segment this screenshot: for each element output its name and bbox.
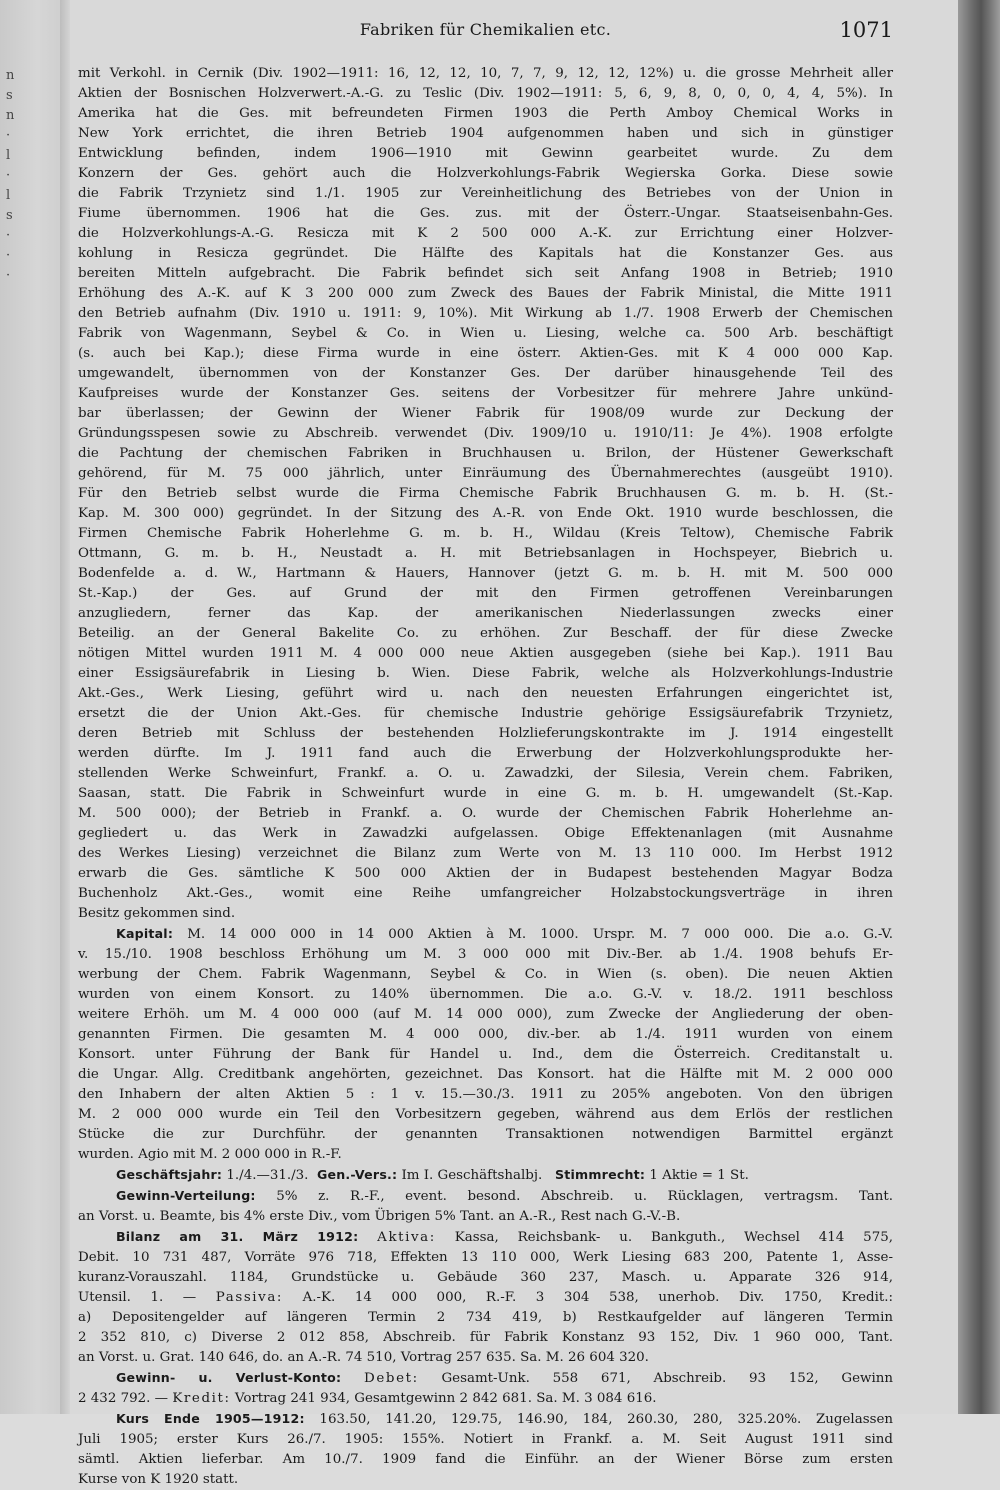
kapital-line: v. 15./10. 1908 beschloss Erhöhung um M. 3 000 000 mit Div.-Ber. ab 1./4. 1908 behufs Er-	[78, 947, 893, 962]
history-line: bereiten Mitteln aufgebracht. Die Fabrik befindet sich seit Anfang 1908 in Betrieb; 1910	[78, 266, 893, 281]
history-line: Buchenholz Akt.-Ges., womit eine Reihe umfangreicher Holzabstockungsverträge in ihren	[78, 886, 893, 901]
history-line: Erhöhung des A.-K. auf K 3 200 000 zum Zweck des Baues der Fabrik Ministal, die Mitte 1911	[78, 286, 893, 301]
history-line: St.-Kap.) der Ges. auf Grund der mit den Firmen getroffenen Vereinbarungen	[78, 586, 893, 601]
history-line: Amerika hat die Ges. mit befreundeten Firmen 1903 die Perth Amboy Chemical Works in	[78, 106, 893, 121]
history-line: New York errichtet, die ihren Betrieb 1904 aufgenommen haben und sich in günstiger	[78, 126, 893, 141]
kapital-first-text: M. 14 000 000 in 14 000 Aktien à M. 1000. Urspr. M. 7 000 000. Die a.o. G.-V.	[187, 927, 893, 942]
history-line: (s. auch bei Kap.); diese Firma wurde in eine österr. Aktien-Ges. mit K 4 000 000 Kap.	[78, 346, 893, 361]
history-line: Besitz gekommen sind.	[78, 906, 236, 921]
history-line: des Werkes Liesing) verzeichnet die Bilanz zum Werte von M. 13 110 000. Im Herbst 1912	[78, 846, 893, 861]
history-line: die Holzverkohlungs-A.-G. Resicza mit K 2 500 000 A.-K. zur Errichtung einer Holzver-	[78, 226, 893, 241]
guv-label: Gewinn- u. Verlust-Konto:	[116, 1370, 342, 1385]
kapital-line: den Inhabern der alten Aktien 5 : 1 v. 15.—30./3. 1911 zu 205% angeboten. Von den übrigen	[78, 1087, 893, 1102]
passiva-first-text: A.-K. 14 000 000, R.-F. 3 304 538, unerhob. Div. 1750, Kredit.:	[302, 1290, 894, 1305]
kredit-text: Vortrag 241 934, Gesamtgewinn 2 842 681. Sa. M. 3 084 616.	[234, 1391, 657, 1406]
history-line: anzugliedern, ferner das Kap. der amerikanischen Niederlassungen zwecks einer	[78, 606, 893, 621]
history-line: bar überlassen; der Gewinn der Wiener Fabrik für 1908/09 wurde zur Deckung der	[78, 406, 893, 421]
passiva-label: Passiva:	[215, 1290, 284, 1305]
history-line: einer Essigsäurefabrik in Liesing b. Wien. Diese Fabrik, welche als Holzverkohlungs-Industrie	[78, 666, 893, 681]
history-line: Gründungsspesen sowie zu Abschreib. verwendet (Div. 1909/10 u. 1910/11: Je 4%). 1908 erfolgte	[78, 426, 893, 441]
kapital-line: wurden von einem Konsort. zu 140% übernommen. Die a.o. G.-V. v. 18./2. 1911 beschloss	[78, 987, 893, 1002]
kapital-line: wurden. Agio mit M. 2 000 000 in R.-F.	[78, 1147, 342, 1162]
history-line: Beteilig. an der General Bakelite Co. zu erhöhen. Zur Beschaff. der für diese Zwecke	[78, 626, 893, 641]
facing-page-fragment: s	[6, 88, 13, 103]
kapital-lines	[78, 945, 893, 1165]
guv-section	[78, 1368, 893, 1409]
kurs-first-text: 163.50, 141.20, 129.75, 146.90, 184, 260.30, 280, 325.20%. Zugelassen	[319, 1412, 893, 1427]
book-gutter	[60, 0, 70, 1414]
bilanz-line-4	[78, 1288, 893, 1308]
bilanz-first-line	[78, 1227, 893, 1248]
facing-page-fragment: n	[6, 108, 15, 123]
kapital-line: weitere Erhöh. um M. 4 000 000 (auf M. 14 000 000), zum Zwecke der Angliederung der oben-	[78, 1007, 893, 1022]
aktiva-label: Aktiva:	[377, 1230, 436, 1245]
geschaeftsjahr-label: Geschäftsjahr:	[116, 1167, 223, 1182]
kurs-line-4: Kurse von K 1920 statt.	[78, 1472, 239, 1487]
debet-text: Gesamt-Unk. 558 671, Abschreib. 93 152, Gewinn	[441, 1371, 893, 1386]
kapital-first-line	[78, 924, 893, 945]
kapital-line: werbung der Chem. Fabrik Wagenmann, Seybel & Co. in Wien (s. oben). Die neuen Aktien	[78, 967, 893, 982]
gewinn-section	[78, 1186, 893, 1227]
kapital-section	[78, 924, 893, 1165]
gen-vers-label: Gen.-Vers.:	[316, 1167, 398, 1182]
stimmrecht-label: Stimmrecht:	[555, 1167, 646, 1182]
history-line: umgewandelt, übernommen von der Konstanzer Ges. Der darüber hinausgehende Teil des	[78, 366, 893, 381]
facing-page-fragment: s	[6, 208, 13, 223]
running-head: Fabriken für Chemikalien etc.	[359, 20, 612, 39]
history-line: gegliedert u. das Werk in Zawadzki aufgelassen. Obige Effektenanlagen (mit Ausnahme	[78, 826, 893, 841]
history-line: Fabrik von Wagenmann, Seybel & Co. in Wien u. Liesing, welche ca. 500 Arb. beschäftigt	[78, 326, 893, 341]
gewinn-label: Gewinn-Verteilung:	[116, 1188, 256, 1203]
passiva-line-2: a) Depositengelder auf längeren Termin 2 734 419, b) Restkaufgelder auf längeren Termin	[78, 1310, 893, 1325]
history-line: erwarb die Ges. sämtliche K 500 000 Aktien der in Budapest bestehenden Magyar Bodza	[78, 866, 893, 881]
history-line: Ottmann, G. m. b. H., Neustadt a. H. mit Betriebsanlagen in Hochspeyer, Biebrich u.	[78, 546, 893, 561]
bilanz-label: Bilanz am 31. März 1912:	[116, 1229, 359, 1244]
company-history	[78, 64, 893, 924]
history-line: nötigen Mittel wurden 1911 M. 4 000 000 neue Aktien ausgegeben (siehe bei Kap.). 1911 Bau	[78, 646, 893, 661]
bilanz-utensil: Utensil. 1. —	[78, 1290, 197, 1305]
history-line: werden dürfte. Im J. 1911 fand auch die Erwerbung der Holzverkohlungsprodukte her-	[78, 746, 893, 761]
history-line: Firmen Chemische Fabrik Hoherlehme G. m. b. H., Wildau (Kreis Teltow), Chemische Fabrik	[78, 526, 893, 541]
history-line: mit Verkohl. in Cernik (Div. 1902—1911: 16, 12, 12, 10, 7, 7, 9, 12, 12, 12%) u. die grosse Mehrheit aller	[78, 66, 893, 81]
stimmrecht-value: 1 Aktie = 1 St.	[649, 1168, 749, 1183]
history-line: gehörend, für M. 75 000 jährlich, unter Einräumung des Übernahmerechtes (ausgeübt 1910).	[78, 466, 893, 481]
history-line: den Betrieb aufnahm (Div. 1910 u. 1911: 9, 10%). Mit Wirkung ab 1./7. 1908 Erwerb der Chemischen	[78, 306, 893, 321]
kurs-line-2: Juli 1905; erster Kurs 26./7. 1905: 155%. Notiert in Frankf. a. M. Seit August 1911 sind	[78, 1432, 893, 1447]
kapital-line: die Ungar. Allg. Creditbank angehörten, gezeichnet. Das Konsort. hat die Hälfte mit M. 2 000 000	[78, 1067, 893, 1082]
kapital-label: Kapital:	[116, 926, 174, 941]
history-line: Akt.-Ges., Werk Liesing, geführt wird u. nach den neuesten Erfahrungen eingerichtet ist,	[78, 686, 893, 701]
history-line: Kap. M. 300 000) gegründet. In der Sitzung des A.-R. von Ende Okt. 1910 wurde beschlossen, die	[78, 506, 893, 521]
history-line: M. 500 000); der Betrieb in Frankf. a. O. wurde der Chemischen Fabrik Hoherlehme an-	[78, 806, 893, 821]
kapital-line: M. 2 000 000 wurde ein Teil den Vorbesitzern gegeben, während aus dem Erlös der restlichen	[78, 1107, 893, 1122]
bilanz-section	[78, 1227, 893, 1368]
main-text	[78, 64, 893, 1490]
kapital-line: Stücke die zur Durchführ. der genannten Transaktionen notwendigen Barmittel ergänzt	[78, 1127, 893, 1142]
kapital-line: genannten Firmen. Die gesamten M. 4 000 000, div.-ber. ab 1./4. 1911 wurden von einem	[78, 1027, 893, 1042]
history-line: Aktien der Bosnischen Holzverwert.-A.-G. zu Teslic (Div. 1902—1911: 5, 6, 9, 8, 0, 0, 0, 4, 4, 5%). In	[78, 86, 893, 101]
gen-vers-value: Im I. Geschäftshalbj.	[401, 1168, 543, 1183]
passiva-line-3: 2 352 810, c) Diverse 2 012 858, Abschreib. für Fabrik Konstanz 93 152, Div. 1 960 000, Tant.	[78, 1330, 893, 1345]
facing-page-fragment: n	[6, 68, 15, 83]
history-line: stellenden Werke Schweinfurt, Frankf. a. O. u. Zawadzki, der Silesia, Verein chem. Fabriken,	[78, 766, 893, 781]
facing-page-fragment: ·	[6, 168, 11, 183]
geschaeftsjahr-value: 1./4.—31./3.	[226, 1168, 309, 1183]
history-line: Konzern der Ges. gehört auch die Holzverkohlungs-Fabrik Wegierska Gorka. Diese sowie	[78, 166, 893, 181]
facing-page-fragments	[6, 66, 36, 286]
geschaeftsjahr-line	[78, 1165, 893, 1186]
facing-page-fragment: ·	[6, 268, 11, 283]
facing-page-fragment: ·	[6, 248, 11, 263]
history-line: die Fabrik Trzynietz sind 1./1. 1905 zur Vereinheitlichung des Betriebes von der Union in	[78, 186, 893, 201]
history-line: Für den Betrieb selbst wurde die Firma Chemische Fabrik Bruchhausen G. m. b. H. (St.-	[78, 486, 893, 501]
facing-page-fragment: ·	[6, 228, 11, 243]
debet-label: Debet:	[364, 1371, 419, 1386]
kurs-label: Kurs Ende 1905—1912:	[116, 1411, 305, 1426]
bilanz-first-text: Kassa, Reichsbank- u. Bankguth., Wechsel 414 575,	[454, 1230, 893, 1245]
history-line: die Pachtung der chemischen Fabriken in Bruchhausen u. Brilon, der Hüstener Gewerkschaft	[78, 446, 893, 461]
gewinn-first-text: 5% z. R.-F., event. besond. Abschreib. u. Rücklagen, vertragsm. Tant.	[276, 1189, 893, 1204]
page-edge-shadow	[958, 0, 1000, 1414]
guv-gewinn-value: 2 432 792. —	[78, 1391, 169, 1406]
history-line: kohlung in Resicza gegründet. Die Hälfte des Kapitals hat die Konstanzer Ges. aus	[78, 246, 893, 261]
bilanz-line-3: kuranz-Vorauszahl. 1184, Grundstücke u. Gebäude 360 237, Masch. u. Apparate 326 914,	[78, 1270, 893, 1285]
history-line: ersetzt die der Union Akt.-Ges. für chemische Industrie gehörige Essigsäurefabrik Trzynietz,	[78, 706, 893, 721]
gewinn-line-2: an Vorst. u. Beamte, bis 4% erste Div., vom Übrigen 5% Tant. an A.-R., Rest nach G.-V.-B.	[78, 1209, 681, 1224]
kurs-line-3: sämtl. Aktien lieferbar. Am 10./7. 1909 fand die Einführ. an der Wiener Börse zum ersten	[78, 1452, 893, 1467]
bilanz-line-2: Debit. 10 731 487, Vorräte 976 718, Effekten 13 110 000, Werk Liesing 683 200, Patente 1, Asse-	[78, 1250, 893, 1265]
facing-page-fragment: l	[6, 188, 11, 203]
page-header	[78, 18, 893, 48]
facing-page-fragment: l	[6, 148, 11, 163]
history-line: Entwicklung befinden, indem 1906—1910 mit Gewinn gearbeitet wurde. Zu dem	[78, 146, 893, 161]
history-line: Saasan, statt. Die Fabrik in Schweinfurt wurde in eine G. m. b. H. umgewandelt (St.-Kap.	[78, 786, 893, 801]
kapital-line: Konsort. unter Führung der Bank für Handel u. Ind., dem die Österreich. Creditanstalt u.	[78, 1047, 893, 1062]
history-line: Kaufpreises wurde der Konstanzer Ges. seitens der Vorbesitzer für mehrere Jahre unkünd-	[78, 386, 893, 401]
facing-page-fragment: ·	[6, 128, 11, 143]
gewinn-first-line	[78, 1186, 893, 1207]
kredit-label: Kredit:	[172, 1391, 231, 1406]
guv-first-line	[78, 1368, 893, 1389]
passiva-line-4: an Vorst. u. Grat. 140 646, do. an A.-R. 74 510, Vortrag 257 635. Sa. M. 26 604 320.	[78, 1350, 649, 1365]
page-number: 1071	[839, 18, 893, 42]
kurs-first-line	[78, 1409, 893, 1430]
history-line: deren Betrieb mit Schluss der bestehenden Holzlieferungskontrakte im J. 1914 eingestellt	[78, 726, 893, 741]
history-line: Bodenfelde a. d. W., Hartmann & Hauers, Hannover (jetzt G. m. b. H. mit M. 500 000	[78, 566, 893, 581]
guv-line-2	[78, 1389, 893, 1409]
history-line: Fiume übernommen. 1906 hat die Ges. zus. mit der Österr.-Ungar. Staatseisenbahn-Ges.	[78, 206, 893, 221]
kurs-section	[78, 1409, 893, 1490]
